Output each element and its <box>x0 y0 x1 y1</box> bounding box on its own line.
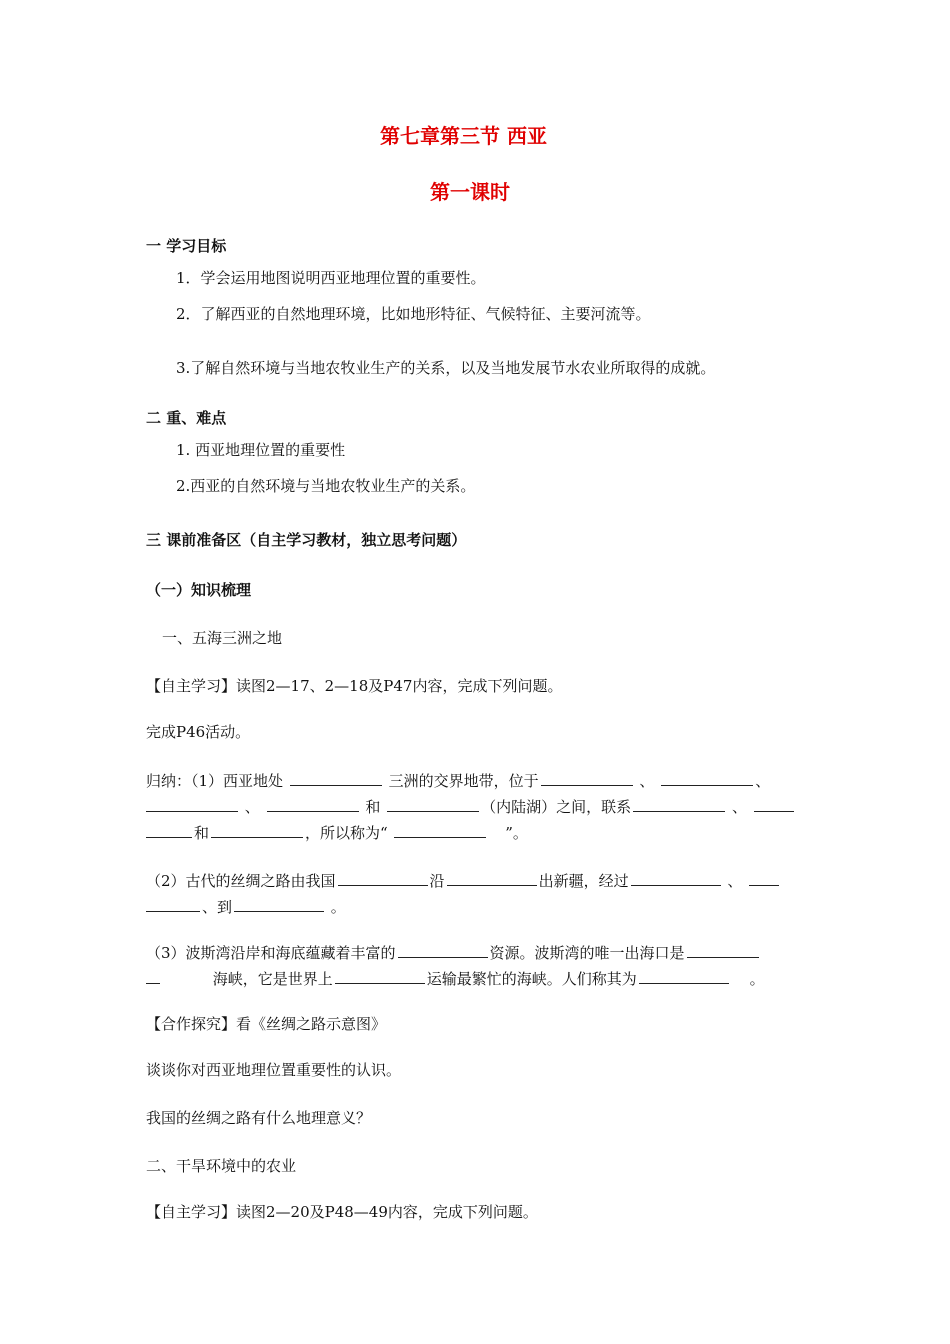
q3-blank-1[interactable] <box>398 942 488 958</box>
key-point-1: 1. 西亚地理位置的重要性 <box>176 441 346 459</box>
q2-text-f: 。 <box>330 898 346 916</box>
q1-text-f: 和 <box>365 798 381 816</box>
q3-text-a: （3）波斯湾沿岸和海底蕴藏着丰富的 <box>146 944 396 962</box>
q1-blank-9[interactable] <box>211 822 303 838</box>
q2-blank-4b[interactable] <box>146 896 200 912</box>
q3-text-d: 运输最繁忙的海峡。人们称其为 <box>426 970 637 988</box>
q2-text-d: 、 <box>727 872 743 890</box>
question-3-line-1 <box>146 942 761 963</box>
q3-text-b: 资源。波斯湾的唯一出海口是 <box>489 944 685 962</box>
q1-blank-7[interactable] <box>633 796 725 812</box>
q1-text-b: 三洲的交界地带，位于 <box>388 772 539 790</box>
q3-text-c: 海峡，它是世界上 <box>212 970 333 988</box>
q2-blank-4a[interactable] <box>749 870 779 886</box>
q1-text-j: ，所以称为“ <box>305 824 388 842</box>
q3-blank-2a[interactable] <box>687 942 759 958</box>
question-1-line-2 <box>146 796 796 817</box>
q2-blank-1[interactable] <box>338 870 428 886</box>
page-subtitle: 第一课时 <box>430 180 510 204</box>
q1-text-i: 和 <box>194 824 210 842</box>
q1-text-g: （内陆湖）之间，联系 <box>481 798 632 816</box>
q3-blank-4[interactable] <box>639 968 729 984</box>
part-2-heading: 二、干旱环境中的农业 <box>146 1157 297 1175</box>
q1-blank-2[interactable] <box>541 770 633 786</box>
goal-item-2: 2．了解西亚的自然地理环境，比如地形特征、气候特征、主要河流等。 <box>176 305 651 323</box>
q1-text-a: 归纳：（1）西亚地处 <box>146 772 284 790</box>
knowledge-heading: （一）知识梳理 <box>146 581 252 599</box>
discussion-1: 谈谈你对西亚地理位置重要性的认识。 <box>146 1061 402 1079</box>
question-1-line-3 <box>146 822 528 843</box>
section-3-heading: 三 课前准备区（自主学习教材，独立思考问题） <box>146 531 467 549</box>
q1-blank-5[interactable] <box>267 796 359 812</box>
q2-text-e: 、到 <box>202 898 233 916</box>
section-1-heading: 一 学习目标 <box>146 237 227 255</box>
q2-blank-3[interactable] <box>631 870 721 886</box>
q2-text-a: （2）古代的丝绸之路由我国 <box>146 872 336 890</box>
goal-item-1: 1．学会运用地图说明西亚地理位置的重要性。 <box>176 269 486 287</box>
discussion-2: 我国的丝绸之路有什么地理意义？ <box>146 1109 372 1127</box>
self-study-2: 【自主学习】读图2—20及P48—49内容，完成下列问题。 <box>146 1203 538 1221</box>
key-point-2: 2.西亚的自然环境与当地农牧业生产的关系。 <box>176 477 476 495</box>
question-1-line-1 <box>146 770 770 791</box>
q2-blank-5[interactable] <box>234 896 324 912</box>
q3-text-e: 。 <box>749 970 765 988</box>
q1-blank-3[interactable] <box>661 770 753 786</box>
q3-blank-2b[interactable] <box>146 968 160 984</box>
q1-blank-8a[interactable] <box>754 796 794 812</box>
activity-note: 完成P46活动。 <box>146 723 251 741</box>
q1-text-h: 、 <box>731 798 747 816</box>
q1-blank-4[interactable] <box>146 796 238 812</box>
q2-blank-2[interactable] <box>447 870 537 886</box>
cooperative-inquiry: 【合作探究】看《丝绸之路示意图》 <box>146 1015 387 1033</box>
question-2-line-2 <box>146 896 346 917</box>
question-2-line-1 <box>146 870 781 891</box>
q3-blank-3[interactable] <box>335 968 425 984</box>
q1-blank-6[interactable] <box>387 796 479 812</box>
q1-text-k: ”。 <box>505 824 528 842</box>
section-2-heading: 二 重、难点 <box>146 409 227 427</box>
q1-blank-10[interactable] <box>394 822 486 838</box>
self-study-1: 【自主学习】读图2—17、2—18及P47内容，完成下列问题。 <box>146 677 563 695</box>
q1-text-d: 、 <box>755 772 771 790</box>
q2-text-b: 沿 <box>429 872 445 890</box>
part-1-heading: 一、五海三洲之地 <box>162 629 283 647</box>
q1-text-c: 、 <box>639 772 655 790</box>
q1-text-e: 、 <box>244 798 260 816</box>
page-title: 第七章第三节 西亚 <box>380 124 547 148</box>
q2-text-c: 出新疆，经过 <box>538 872 629 890</box>
goal-item-3: 3.了解自然环境与当地农牧业生产的关系，以及当地发展节水农业所取得的成就。 <box>176 359 716 377</box>
q1-blank-8b[interactable] <box>146 822 192 838</box>
q1-blank-1[interactable] <box>290 770 382 786</box>
question-3-line-2 <box>146 968 765 989</box>
